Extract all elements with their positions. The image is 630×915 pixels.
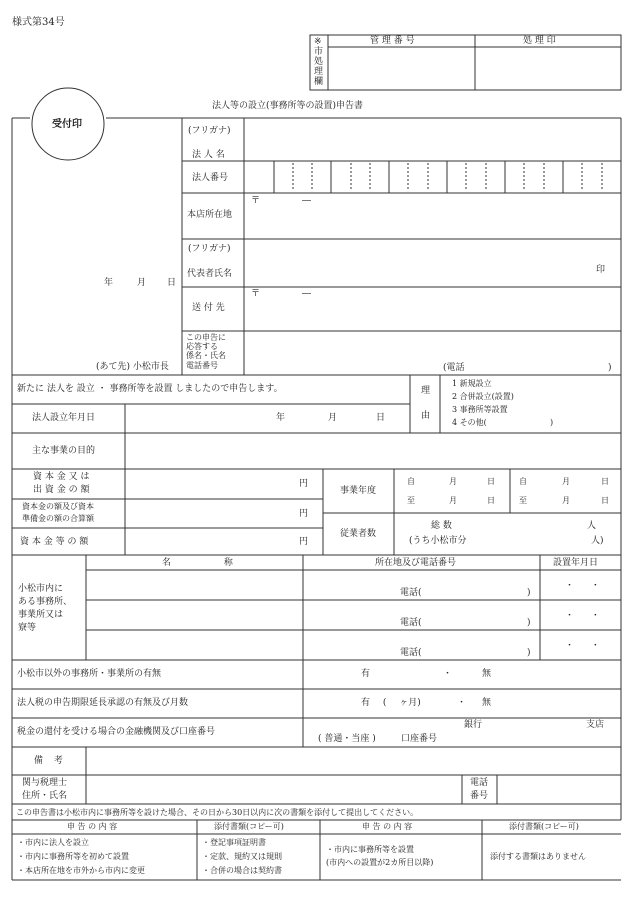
- footer-left-content-1: ・市内に法人を設立: [17, 838, 89, 847]
- employees-total-label: 総 数: [431, 521, 452, 531]
- business-purpose-field[interactable]: [126, 434, 620, 468]
- outside-offices-yes[interactable]: 有: [361, 669, 371, 679]
- office-1-name-field[interactable]: [87, 571, 302, 599]
- filing-extension-yes[interactable]: 有 ( ヶ月): [361, 698, 421, 708]
- incorporation-month: 月: [328, 413, 338, 423]
- employees-field[interactable]: [395, 514, 620, 554]
- footer-header-2: 添付書類(コピー可): [214, 822, 284, 831]
- tax-accountant-phone-field[interactable]: [498, 776, 620, 803]
- fy2-to: 至: [519, 496, 527, 505]
- offices-label-4: 寮等: [18, 623, 37, 633]
- bank-field[interactable]: [304, 719, 620, 746]
- contact-label-3: 係名・氏名: [186, 351, 226, 360]
- office-3-date: ・ ・: [565, 641, 600, 651]
- hq-postal-dash: ―: [302, 196, 311, 206]
- reason-2[interactable]: 2 合併設立(設置): [452, 392, 514, 401]
- bank-suffix: 銀行: [464, 720, 483, 730]
- fy2-from-month: 月: [562, 477, 570, 486]
- processing-seal-label: 処 理 印: [523, 36, 556, 46]
- fiscal-year-label: 事業年度: [340, 486, 377, 496]
- contact-field[interactable]: [245, 332, 620, 374]
- send-to-postal-dash: ―: [302, 289, 311, 299]
- seal-mark: 印: [596, 265, 606, 275]
- reason-3[interactable]: 3 事務所等設置: [452, 405, 508, 414]
- incorporation-date-field[interactable]: [126, 405, 409, 432]
- offices-label-3: 事業所又は: [18, 610, 64, 620]
- contact-label-2: 応答する: [186, 342, 218, 351]
- rep-name-label: 代表者氏名: [187, 269, 233, 279]
- office-2-name-field[interactable]: [87, 601, 302, 629]
- footer-left-content-2: ・市内に事務所等を初めて設置: [17, 852, 129, 861]
- footer-left-doc-3: ・合併の場合は契約書: [202, 866, 282, 875]
- filing-extension-label: 法人税の申告期限延長承認の有無及び月数: [17, 698, 189, 708]
- outside-offices-label: 小松市以外の事務所・事業所の有無: [17, 669, 162, 679]
- corp-number-label: 法人番号: [192, 173, 229, 183]
- hq-address-label: 本店所在地: [187, 210, 233, 220]
- tax-accountant-phone-1: 電話: [470, 778, 489, 788]
- capital-reserve-label-2: 準備金の額の合算額: [22, 514, 94, 523]
- capital-label-2: 出 資 金 の 額: [33, 485, 90, 495]
- office-2-date: ・ ・: [565, 611, 600, 621]
- offices-label-2: ある事務所、: [18, 597, 73, 607]
- footer-right-docs: 添付する書類はありません: [490, 852, 586, 861]
- fy1-from-month: 月: [449, 477, 457, 486]
- office-1-date: ・ ・: [565, 581, 600, 591]
- offices-established-header: 設置年月日: [553, 558, 599, 568]
- fy1-to: 至: [407, 496, 415, 505]
- capital-yen-2: 円: [299, 509, 309, 519]
- account-type[interactable]: ( 普通・当座 ): [318, 734, 376, 744]
- footer-right-content-2: (市内への設置が2カ所目以降): [326, 858, 434, 867]
- tax-accountant-phone-2: 番号: [470, 791, 489, 801]
- bank-label: 税金の還付を受ける場合の金融機関及び口座番号: [17, 727, 216, 737]
- capital-label-1: 資 本 金 又 は: [33, 472, 90, 482]
- date-month: 月: [137, 278, 147, 288]
- capital-amount-field[interactable]: [126, 470, 322, 498]
- fy2-from: 自: [519, 477, 527, 486]
- footer-left-doc-2: ・定款、規約又は規則: [202, 852, 282, 861]
- send-to-postal-mark: 〒: [251, 289, 261, 299]
- declaration-statement: 新たに 法人を 設立 ・ 事務所等を設置 しましたので申告します。: [17, 384, 283, 394]
- reason-4[interactable]: 4 その他(: [452, 418, 487, 427]
- form-number: 様式第34号: [12, 17, 65, 28]
- fy1-to-month: 月: [449, 496, 457, 505]
- office-2-phone: 電話(: [400, 618, 422, 628]
- corp-name-label: 法 人 名: [192, 150, 225, 160]
- capital-yen-3: 円: [299, 537, 309, 547]
- tax-accountant-field[interactable]: [87, 776, 461, 803]
- footer-left-content-3: ・本店所在地を市外から市内に変更: [17, 866, 145, 875]
- fy2-to-month: 月: [562, 496, 570, 505]
- business-purpose-label: 主な事業の目的: [32, 446, 96, 456]
- incorporation-year: 年: [276, 413, 286, 423]
- hq-address-field[interactable]: [245, 194, 620, 238]
- fiscal-year-field[interactable]: [395, 470, 620, 512]
- fy2-from-day: 日: [601, 477, 609, 486]
- capital-reserve-label-1: 資本金の額及び資本: [22, 502, 94, 511]
- incorporation-date-label: 法人設立年月日: [32, 413, 96, 423]
- footer-header-1: 申 告 の 内 容: [67, 822, 118, 831]
- contact-phone-label: (電話: [443, 363, 465, 373]
- employees-label: 従業者数: [340, 529, 377, 539]
- fy2-to-day: 日: [601, 496, 609, 505]
- capital-reserve-field[interactable]: [126, 500, 322, 527]
- offices-label-1: 小松市内に: [18, 584, 64, 594]
- management-number-field[interactable]: [329, 48, 474, 89]
- remarks-label: 備 考: [34, 756, 63, 766]
- send-to-label: 送 付 先: [192, 303, 225, 313]
- date-year: 年: [104, 278, 114, 288]
- employees-total-unit: 人: [587, 521, 597, 531]
- corp-name-field[interactable]: [245, 119, 620, 160]
- rep-furigana-label: (フリガナ): [188, 244, 231, 254]
- footer-header-3: 申 告 の 内 容: [362, 822, 413, 831]
- branch-suffix: 支店: [586, 720, 605, 730]
- footer-header-4: 添付書類(コピー可): [509, 822, 579, 831]
- footer-note: この申告書は小松市内に事務所等を設けた場合、その日から30日以内に次の書類を添付して提出してください。: [16, 808, 419, 817]
- incorporation-day: 日: [376, 413, 386, 423]
- city-box-char-4: 理: [314, 67, 324, 77]
- rep-name-field[interactable]: [245, 240, 620, 286]
- contact-label-4: 電話番号: [186, 361, 218, 370]
- management-number-label: 管 理 番 号: [370, 36, 415, 46]
- contact-phone-close: ): [608, 363, 612, 373]
- receipt-stamp-label: 受付印: [52, 119, 82, 130]
- office-3-phone: 電話(: [400, 648, 422, 658]
- filing-extension-dot: ・: [457, 698, 467, 708]
- reason-label-2: 由: [421, 411, 431, 421]
- office-3-phone-close: ): [527, 648, 531, 658]
- office-1-phone: 電話(: [400, 588, 422, 598]
- city-box-char-1: ※: [314, 37, 322, 47]
- employees-city-label: (うち小松市分: [409, 536, 467, 546]
- capital-etc-label: 資 本 金 等 の 額: [20, 537, 89, 547]
- offices-name-header: 名 称: [162, 558, 233, 568]
- corp-number-field[interactable]: [245, 162, 620, 192]
- office-1-phone-close: ): [527, 588, 531, 598]
- fy1-from-day: 日: [487, 477, 495, 486]
- outside-offices-no[interactable]: 無: [482, 669, 492, 679]
- outside-offices-dot: ・: [443, 669, 453, 679]
- city-box-char-3: 処: [314, 57, 324, 67]
- city-box-char-5: 欄: [314, 77, 324, 87]
- capital-etc-field[interactable]: [126, 529, 322, 554]
- fy1-from: 自: [407, 477, 415, 486]
- addressee: (あて先) 小松市長: [96, 362, 169, 372]
- offices-address-header: 所在地及び電話番号: [375, 558, 457, 568]
- remarks-field[interactable]: [87, 748, 620, 774]
- capital-yen-1: 円: [299, 479, 309, 489]
- filing-extension-no[interactable]: 無: [482, 698, 492, 708]
- hq-postal-mark: 〒: [251, 196, 261, 206]
- tax-accountant-label-2: 住所・氏名: [22, 791, 68, 801]
- corp-furigana-label: (フリガナ): [188, 126, 231, 136]
- reason-4-close: ): [550, 418, 554, 427]
- date-day: 日: [167, 278, 177, 288]
- send-to-field[interactable]: [245, 288, 620, 330]
- office-3-name-field[interactable]: [87, 631, 302, 659]
- tax-accountant-label-1: 関与税理士: [22, 778, 68, 788]
- employees-city-unit: 人): [591, 536, 604, 546]
- reason-label-1: 理: [421, 386, 431, 396]
- footer-left-doc-1: ・登記事項証明書: [202, 838, 266, 847]
- city-box-char-2: 市: [314, 47, 324, 57]
- contact-label-1: この申告に: [186, 333, 226, 342]
- footer-right-content-1: ・市内に事務所等を設置: [326, 845, 414, 854]
- reason-1[interactable]: 1 新規設立: [452, 379, 492, 388]
- office-2-phone-close: ): [527, 618, 531, 628]
- account-number-label: 口座番号: [401, 734, 438, 744]
- fy1-to-day: 日: [487, 496, 495, 505]
- processing-seal-field[interactable]: [476, 48, 620, 89]
- form-title: 法人等の設立(事務所等の設置)申告書: [212, 101, 364, 111]
